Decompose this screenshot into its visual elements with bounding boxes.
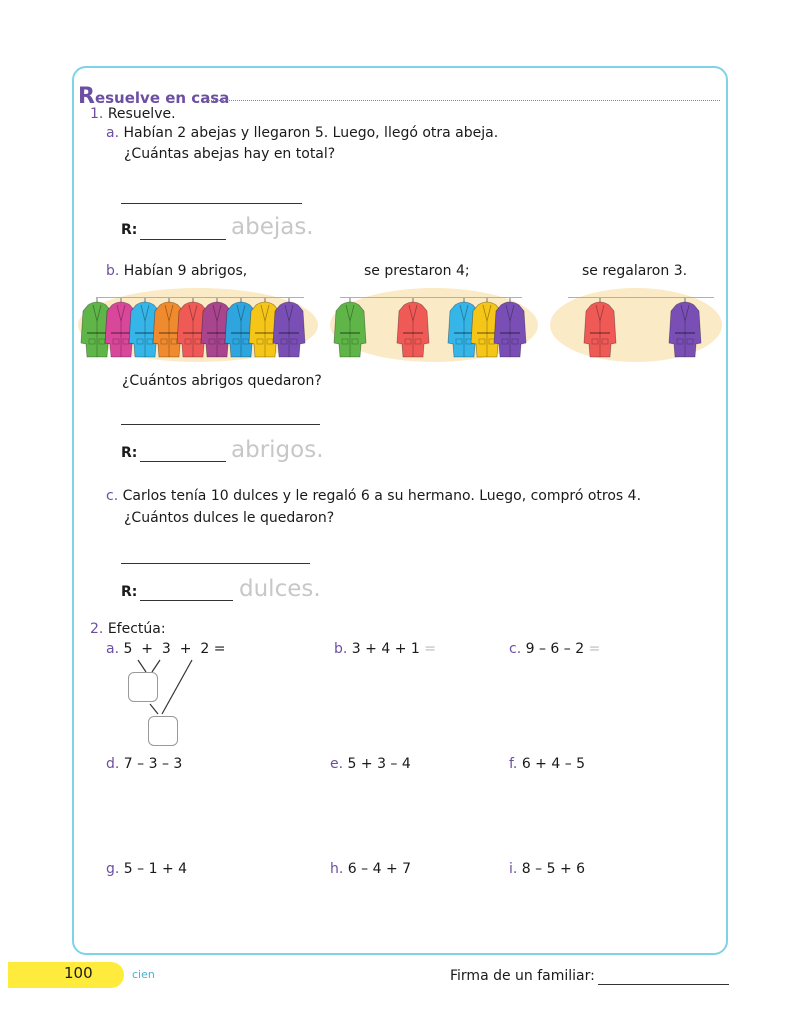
coat-g1-9 (272, 297, 306, 363)
coat-g3-2 (668, 297, 702, 363)
q1b-text3: se regalaron 3. (582, 263, 688, 279)
title-dotted-rule (208, 100, 720, 101)
q1b-work-line[interactable] (121, 424, 320, 425)
q1b-answer-line[interactable] (140, 461, 226, 462)
q1c-unit: dulces. (239, 576, 321, 602)
q1a-r-label: R: (121, 222, 138, 238)
q1c-r-label: R: (121, 584, 138, 600)
q1a-line1: a. Habían 2 abejas y llegaron 5. Luego, llegó otra abeja. (106, 125, 499, 141)
q1b-question: ¿Cuántos abrigos quedaron? (122, 373, 322, 389)
q1b-text2: se prestaron 4; (364, 263, 470, 279)
q1c-line1: c. Carlos tenía 10 dulces y le regaló 6 a su hermano. Luego, compró otros 4. (106, 488, 642, 504)
q2h: h. 6 – 4 + 7 (330, 861, 412, 877)
page-number-word: cien (132, 968, 155, 981)
coat-g3-1 (583, 297, 617, 363)
q1c-line2: ¿Cuántos dulces le quedaron? (124, 510, 335, 526)
coat-g2-2 (396, 297, 430, 363)
q2a-box-partial-sum[interactable] (128, 672, 158, 702)
q1c-work-line[interactable] (121, 563, 310, 564)
q2b: b. 3 + 4 + 1 = (334, 641, 436, 657)
q2e: e. 5 + 3 – 4 (330, 756, 411, 772)
q1a-line2: ¿Cuántas abejas hay en total? (124, 146, 336, 162)
signature-label: Firma de un familiar: (450, 968, 595, 984)
coat-g2-1 (333, 297, 367, 363)
q1b-unit: abrigos. (231, 437, 324, 463)
q2a: a. 5 + 3 + 2 = (106, 641, 226, 657)
q2a-box-total[interactable] (148, 716, 178, 746)
q1b-text1: b. Habían 9 abrigos, (106, 263, 248, 279)
q2f: f. 6 + 4 – 5 (509, 756, 586, 772)
q1a-unit: abejas. (231, 214, 314, 240)
q1b-r-label: R: (121, 445, 138, 461)
q2c: c. 9 – 6 – 2 = (509, 641, 601, 657)
q1a-answer-line[interactable] (140, 239, 226, 240)
q2-heading: 2. Efectúa: (90, 621, 166, 637)
section-title: Resuelve en casa (78, 84, 230, 109)
q2d: d. 7 – 3 – 3 (106, 756, 183, 772)
coat-g2-5 (493, 297, 527, 363)
q2i: i. 8 – 5 + 6 (509, 861, 586, 877)
q2g: g. 5 – 1 + 4 (106, 861, 188, 877)
signature-line[interactable] (598, 984, 729, 985)
q1a-work-line[interactable] (121, 203, 302, 204)
page-number: 100 (64, 964, 93, 982)
q1c-answer-line[interactable] (140, 600, 233, 601)
q1-heading: 1. Resuelve. (90, 106, 176, 122)
